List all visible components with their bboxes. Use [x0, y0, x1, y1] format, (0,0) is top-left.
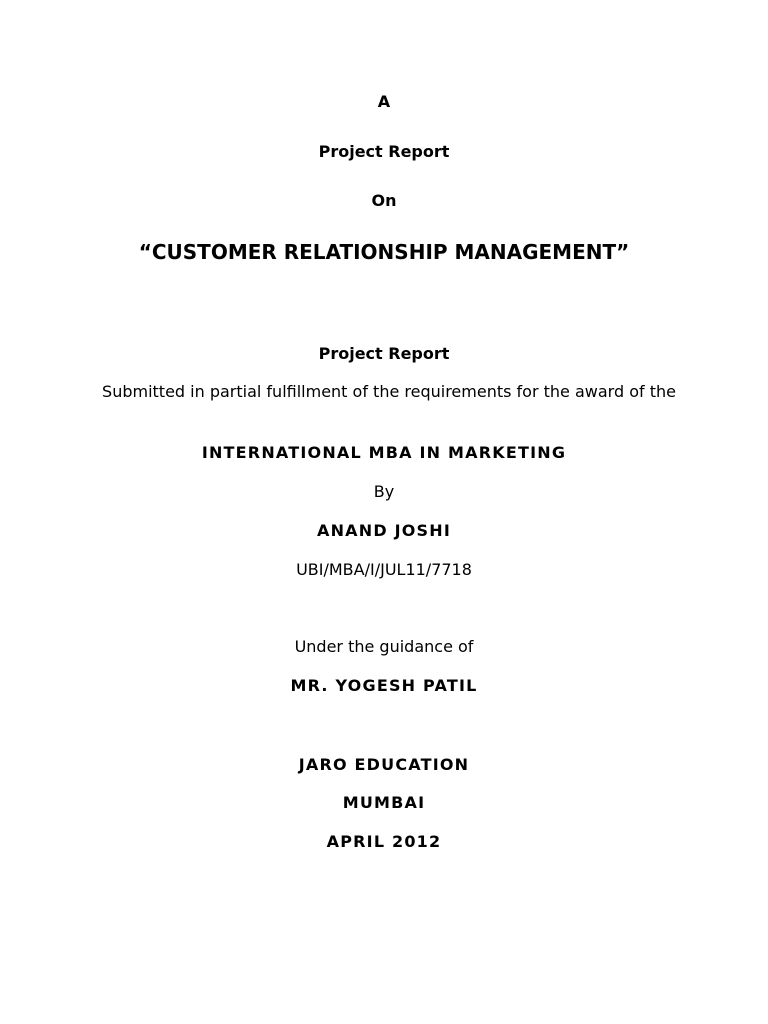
by-label: By: [373, 482, 395, 501]
roll-number: UBI/MBA/I/JUL11/7718: [296, 560, 472, 579]
institution-name: JARO EDUCATION: [298, 755, 470, 774]
guide-name: MR. YOGESH PATIL: [290, 676, 478, 695]
submission-date: APRIL 2012: [326, 832, 442, 851]
author-name: ANAND JOSHI: [316, 521, 452, 540]
report-title: “CUSTOMER RELATIONSHIP MANAGEMENT”: [138, 240, 630, 264]
cover-article: A: [377, 92, 391, 111]
city-name: MUMBAI: [342, 793, 426, 812]
section-heading-project-report: Project Report: [318, 344, 450, 363]
guidance-label: Under the guidance of: [294, 637, 474, 656]
cover-heading-project-report: Project Report: [318, 142, 450, 161]
degree-name: INTERNATIONAL MBA IN MARKETING: [201, 443, 567, 462]
cover-on: On: [371, 191, 397, 210]
submission-statement: Submitted in partial fulfillment of the requirements for the award of the: [102, 382, 676, 401]
